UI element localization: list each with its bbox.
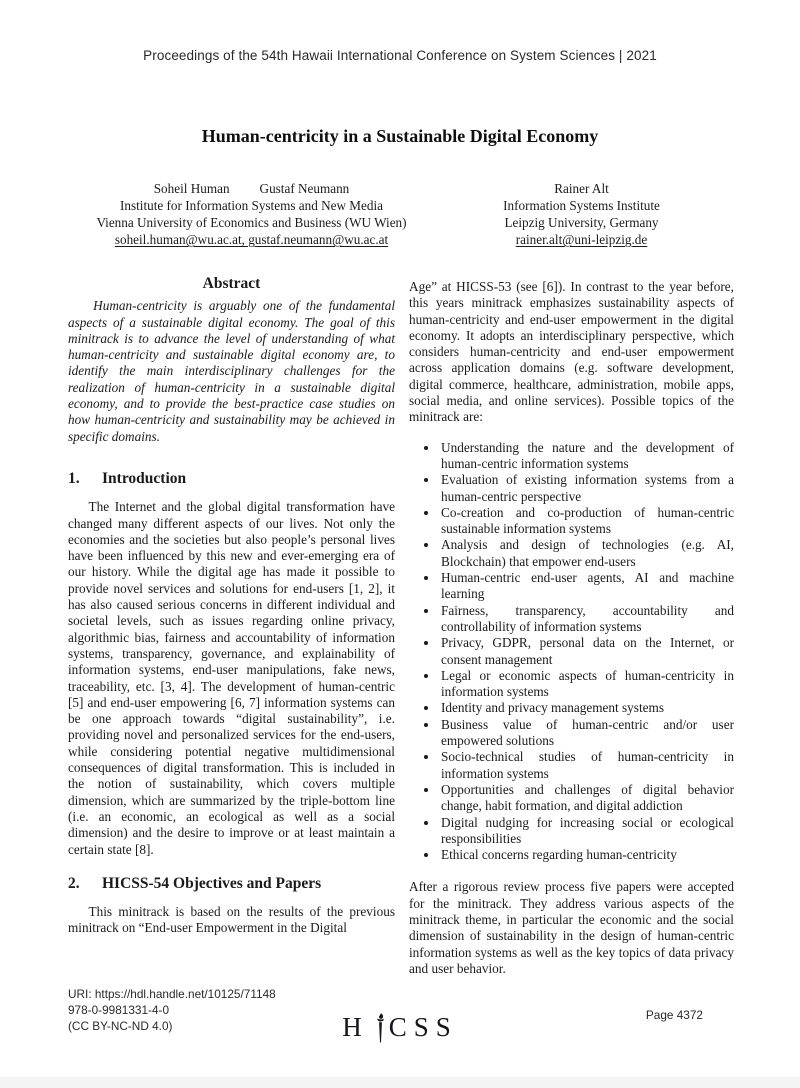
author-email-link[interactable]: soheil.human@wu.ac.at, gustaf.neumann@wu.ac.at: [114, 232, 389, 247]
page-number: Page 4372: [645, 1008, 703, 1022]
hicss-logo-letters-css: CSS: [388, 1012, 458, 1042]
footer-license: (CC BY-NC-ND 4.0): [68, 1019, 173, 1033]
hicss-logo-letter-h: H: [342, 1012, 369, 1042]
section-2-paragraph: This minitrack is based on the results of the previous minitrack on “End-user Empowerment in the Digital: [68, 904, 395, 936]
topic-item: • Understanding the nature and the development of human-centric information systems: [439, 440, 734, 473]
topic-item: • Privacy, GDPR, personal data on the Internet, or consent management: [439, 635, 734, 668]
author-affiliation: Leipzig University, Germany: [504, 215, 659, 230]
section-1-heading: [68, 471, 395, 487]
footer-isbn: 978-0-9981331-4-0: [68, 1003, 170, 1017]
continuation-paragraph: Age” at HICSS-53 (see [6]). In contrast to the year before, this years minitrack emphasizes sustainability aspects of human-centricity and end-user empowerment in the digital economy. It adopts an interdisciplinary perspective, which considers human-centricity and end-user empowerment across application domains (e.g. software development, digital commerce, healthcare, administration, mobile apps, social media, and online services). Possible topics of the minitrack are:: [409, 279, 734, 425]
topics-list: [409, 440, 734, 864]
section-1-paragraph: The Internet and the global digital transformation have changed many different aspects of our lives. Not only the economies and the societies but also people’s personal lives have been influenced by this new and ever-emerging era of our history. While the digital age has made it possible to provide novel services and solutions for end-users [1, 2], it has also caused serious concerns in different individual and societal levels, such as issues regarding online privacy, algorithmic bias, fairness and accountability of information systems, transparency, governance, and explainability of information systems, end-user manipulations, fake news, traceability, etc. [3, 4]. The development of human-centric [5] and end-user empowering [6, 7] information systems can be one approach towards “digital sustainability”, i.e. providing novel and personalized services for the end-users, while considering potential negative multidimensional consequences of digital transformation. This is included in the notion of sustainability, which covers multiple dimension, which are summarized by the triple-bottom line (i.e. an economic, an ecological as well as a social dimension) and the desire to improve or at least maintain a certain state [8].: [68, 499, 395, 857]
topic-item: • Digital nudging for increasing social or ecological responsibilities: [439, 815, 734, 848]
author-name: Soheil Human: [153, 181, 230, 196]
author-affiliation: Information Systems Institute: [503, 198, 660, 213]
author-names: [70, 180, 433, 197]
torch-icon: [374, 1013, 387, 1043]
author-affiliation: Vienna University of Economics and Business (WU Wien): [96, 215, 407, 230]
viewer-bottom-strip: [0, 1077, 800, 1088]
section-title: HICSS-54 Objectives and Papers: [102, 874, 322, 892]
section-number: 2.: [68, 874, 80, 892]
topic-item: • Human-centric end-user agents, AI and machine learning: [439, 570, 734, 603]
topic-item: • Business value of human-centric and/or user empowered solutions: [439, 717, 734, 750]
author-block-right: [433, 180, 730, 248]
author-affiliation: Institute for Information Systems and New Media: [120, 198, 383, 213]
footer-uri: URI: https://hdl.handle.net/10125/71148: [68, 987, 276, 1001]
author-name: Rainer Alt: [554, 181, 609, 196]
author-name: Gustaf Neumann: [259, 181, 350, 196]
author-email-link[interactable]: rainer.alt@uni-leipzig.de: [515, 232, 648, 247]
closing-paragraph: After a rigorous review process five papers were accepted for the minitrack. They address various aspects of the minitrack theme, in particular the economic and the social dimension of sustainability in the design of human-centric information systems as well as the key topics of data privacy and user behavior.: [409, 879, 734, 976]
topic-item: • Opportunities and challenges of digital behavior change, habit formation, and digital addiction: [439, 782, 734, 815]
section-number: 1.: [68, 469, 80, 487]
section-title: Introduction: [102, 469, 187, 487]
section-2-heading: [68, 876, 395, 892]
topic-item: • Ethical concerns regarding human-centricity: [439, 847, 734, 863]
abstract-heading: Abstract: [202, 275, 261, 292]
topic-item: • Fairness, transparency, accountability and controllability of information systems: [439, 603, 734, 636]
paper-title: Human-centricity in a Sustainable Digital Economy: [201, 126, 599, 146]
topic-item: • Identity and privacy management systems: [439, 700, 734, 716]
author-block-left: [70, 180, 433, 248]
topic-item: • Evaluation of existing information systems from a human-centric perspective: [439, 472, 734, 505]
topic-item: • Analysis and design of technologies (e.g. AI, Blockchain) that empower end-users: [439, 537, 734, 570]
left-column: [68, 276, 395, 937]
topic-item: • Socio-technical studies of human-centricity in information systems: [439, 749, 734, 782]
topic-item: • Co-creation and co-production of human-centric sustainable information systems: [439, 505, 734, 538]
author-section: [70, 180, 730, 248]
right-column: [409, 279, 734, 977]
abstract-text: Human-centricity is arguably one of the fundamental aspects of a sustainable digital economy. The goal of this minitrack is to advance the level of understanding of what human-centricity and sustainable digital economy are, to identify the main interdisciplinary challenges for the realization of human-centricity in a sustainable digital economy, and to provide the best-practice case studies on how human-centricity and sustainability may be achieved in specific domains.: [68, 298, 395, 444]
topic-item: • Legal or economic aspects of human-centricity in information systems: [439, 668, 734, 701]
proceedings-header: Proceedings of the 54th Hawaii International Conference on System Sciences | 2021: [143, 48, 657, 63]
